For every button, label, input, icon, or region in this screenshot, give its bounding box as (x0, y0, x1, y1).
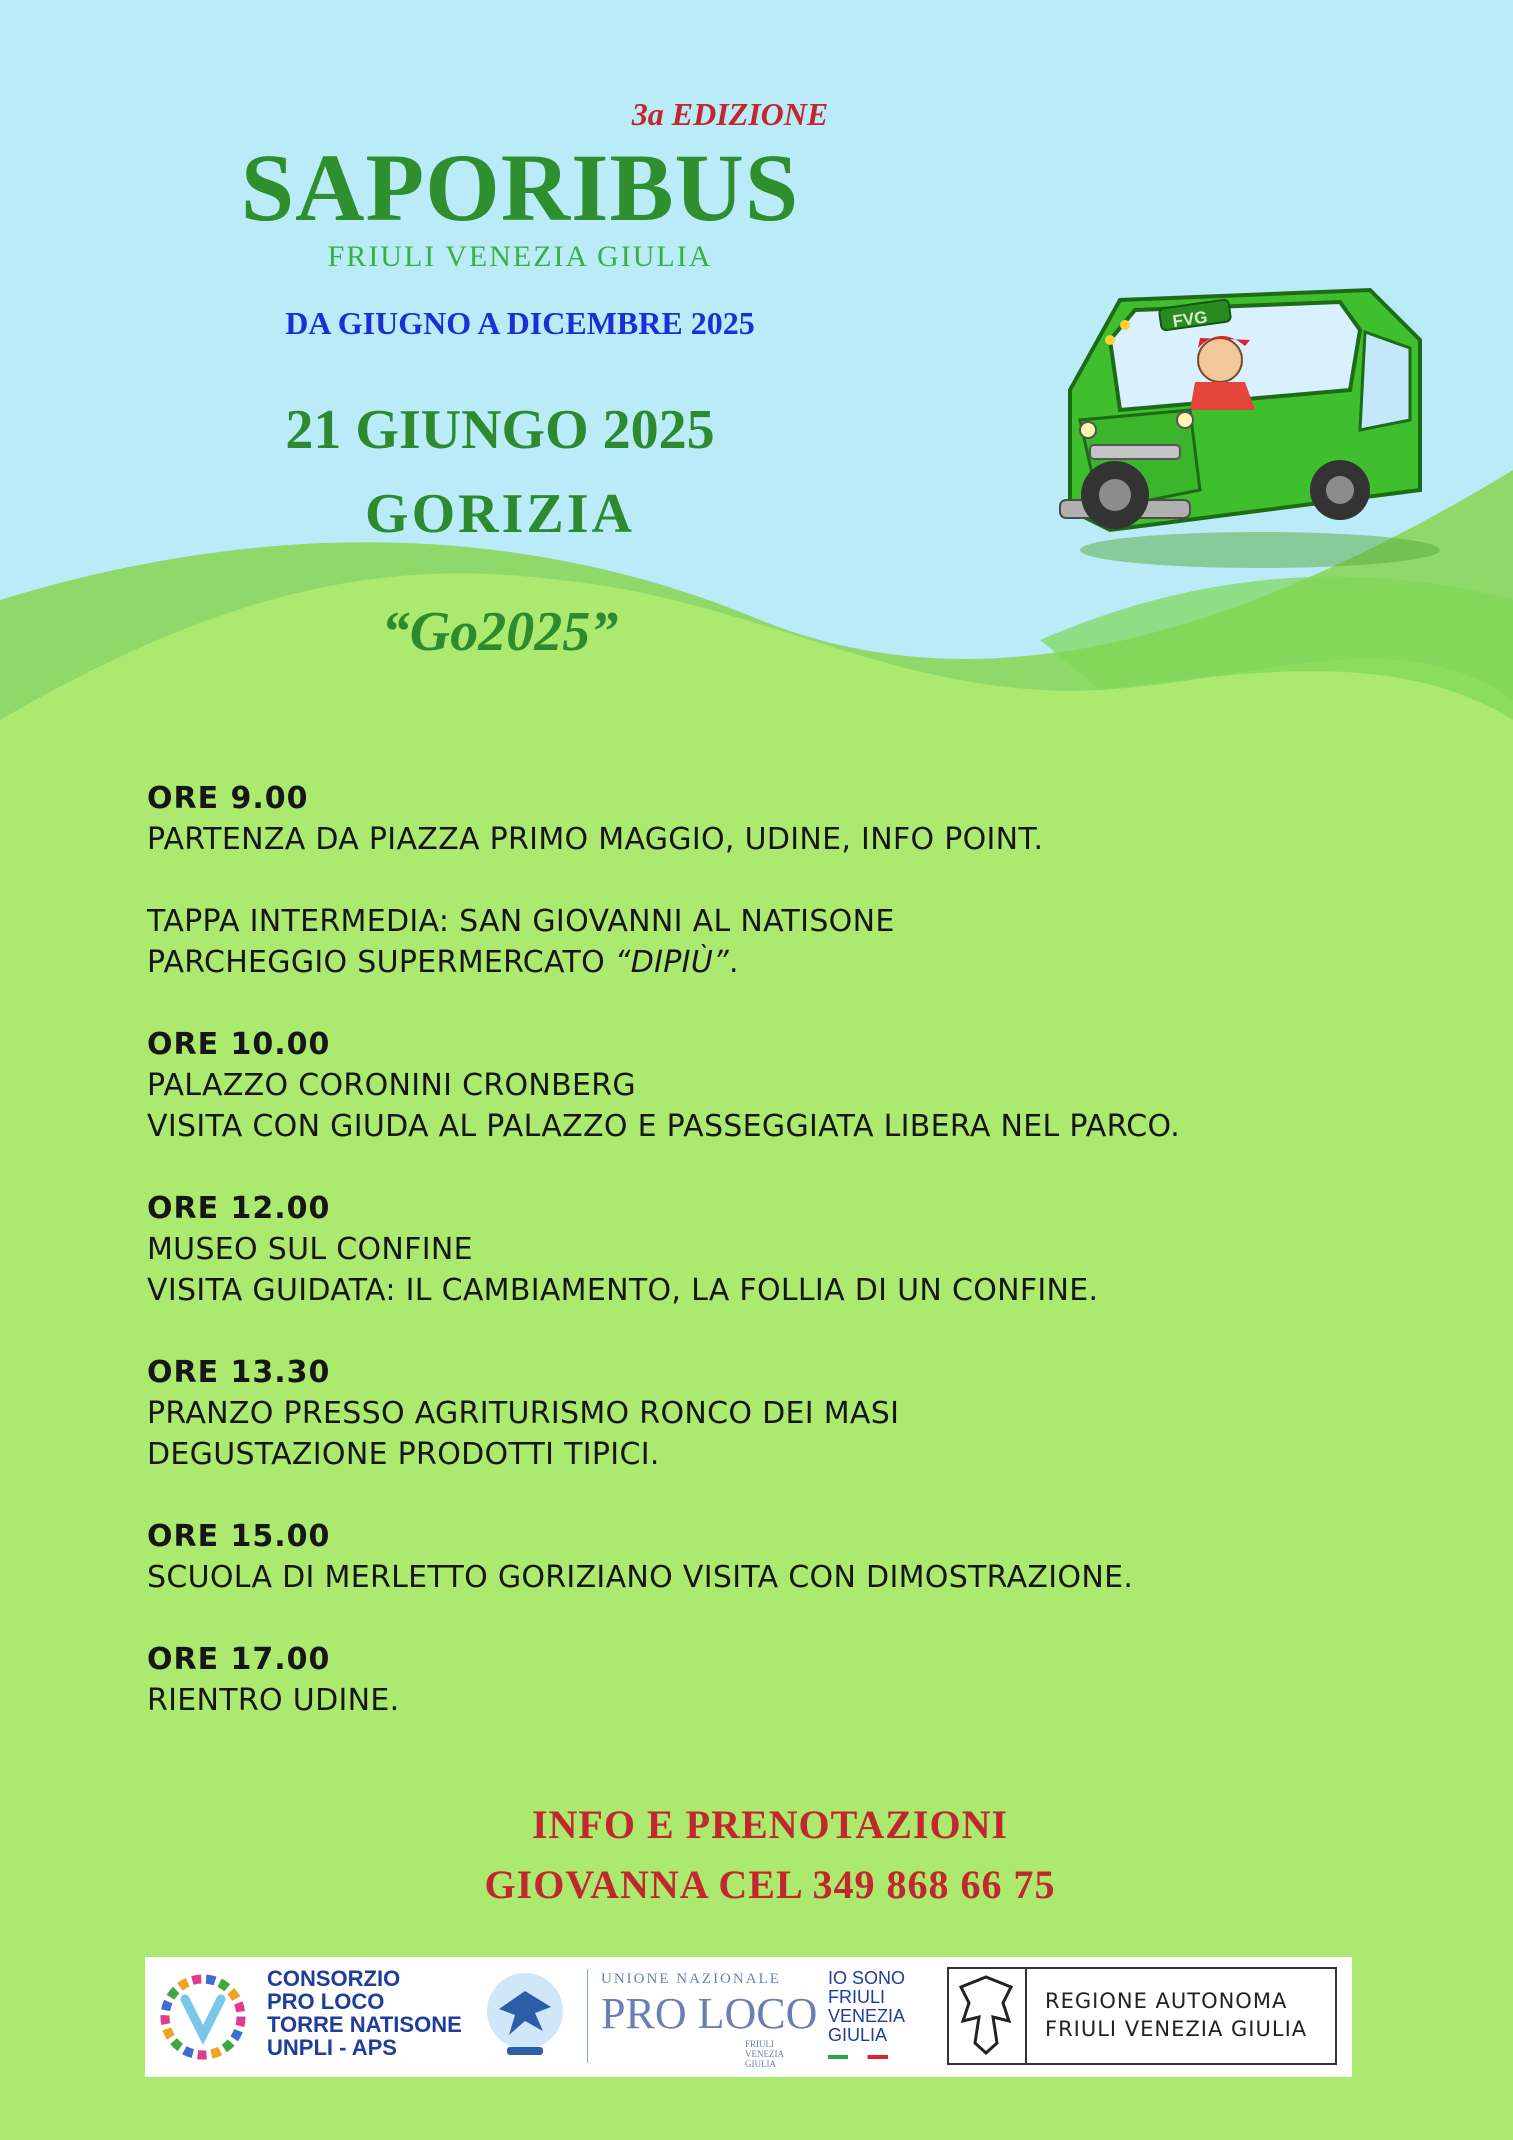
event-date: 21 GIUNGO 2025 (285, 399, 715, 461)
schedule-item: RIENTRO UDINE. (147, 1683, 400, 1718)
region-eagle-icon (953, 1973, 1019, 2059)
schedule-item: PARTENZA DA PIAZZA PRIMO MAGGIO, UDINE, INFO POINT. (147, 822, 1044, 857)
io-sono-line: IO SONO (828, 1968, 906, 1988)
consorzio-logo-icon (155, 1969, 251, 2065)
consorzio-line: CONSORZIO (267, 1966, 401, 1991)
io-sono-line: GIULIA (828, 2025, 888, 2045)
event-title: SAPORIBUS (240, 134, 800, 241)
bus-plate: FVG (1171, 307, 1209, 332)
event-city: GORIZIA (365, 483, 635, 545)
eagle-emblem-icon (483, 1969, 567, 2065)
line-end: . (728, 945, 739, 980)
schedule-item: DEGUSTAZIONE PRODOTTI TIPICI. (147, 1437, 660, 1472)
schedule-item: TAPPA INTERMEDIA: SAN GIOVANNI AL NATISONE (147, 904, 895, 939)
schedule-item (147, 942, 1427, 983)
booking-contact: GIOVANNA CEL 349 868 66 75 (484, 1862, 1056, 1907)
consorzio-line: PRO LOCO (267, 1989, 385, 2014)
schedule-time: ORE 9.00 (147, 781, 309, 816)
schedule-item: SCUOLA DI MERLETTO GORIZIANO VISITA CON DIMOSTRAZIONE. (147, 1560, 1134, 1595)
schedule-time: ORE 13.30 (147, 1355, 331, 1390)
event-slogan: “Go2025” (381, 601, 619, 663)
parking-label: PARCHEGGIO SUPERMERCATO (147, 945, 615, 980)
event-period: DA GIUGNO A DICEMBRE 2025 (285, 305, 755, 341)
booking-info (300, 1795, 1240, 1915)
schedule-time: ORE 12.00 (147, 1191, 331, 1226)
io-sono-line: VENEZIA (828, 2006, 906, 2026)
schedule-time: ORE 15.00 (147, 1519, 331, 1554)
event-subtitle: FRIULI VENEZIA GIULIA (327, 240, 713, 273)
schedule-item: VISITA CON GIUDA AL PALAZZO E PASSEGGIATA LIBERA NEL PARCO. (147, 1109, 1181, 1144)
bus-illustration (1040, 270, 1460, 580)
schedule-item: VISITA GUIDATA: IL CAMBIAMENTO, LA FOLLIA DI UN CONFINE. (147, 1273, 1099, 1308)
unpli-logo-text: PRO LOCO (601, 1989, 818, 2038)
schedule-item: PALAZZO CORONINI CRONBERG (147, 1068, 636, 1103)
booking-title: INFO E PRENOTAZIONI (531, 1802, 1009, 1847)
italian-flag-bar (828, 2055, 888, 2059)
schedule-time: ORE 17.00 (147, 1642, 331, 1677)
io-sono-line: FRIULI (828, 1987, 886, 2007)
supermarket-name: “DIPIÙ” (614, 945, 729, 980)
consorzio-line: UNPLI - APS (267, 2035, 397, 2060)
schedule-time: ORE 10.00 (147, 1027, 331, 1062)
consorzio-line: TORRE NATISONE (267, 2012, 462, 2037)
sponsor-logos (145, 1957, 1352, 2077)
schedule-item: PRANZO PRESSO AGRITURISMO RONCO DEI MASI (147, 1396, 900, 1431)
schedule-item: MUSEO SUL CONFINE (147, 1232, 473, 1267)
region-line: REGIONE AUTONOMA (1045, 1989, 1288, 2013)
unpli-region: FRIULI VENEZIA GIULIA (745, 2039, 784, 2069)
program-schedule (147, 778, 1427, 1721)
edition-label: 3a EDIZIONE (631, 96, 829, 132)
region-line: FRIULI VENEZIA GIULIA (1045, 2017, 1308, 2041)
unpli-title: UNIONE NAZIONALE (601, 1971, 781, 1987)
